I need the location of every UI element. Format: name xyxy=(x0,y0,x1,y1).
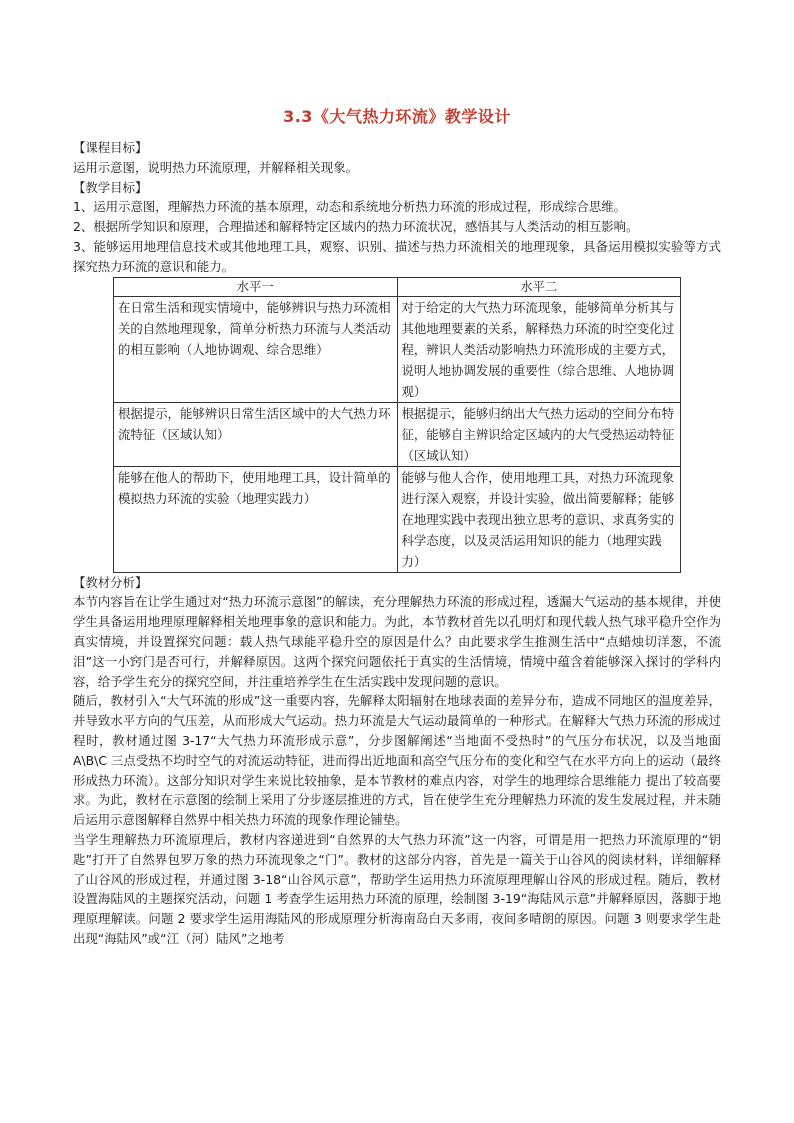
course-goal-heading: 【课程目标】 xyxy=(73,140,148,155)
table-cell-level2: 对于给定的大气热力环流现象，能够简单分析其与其他地理要素的关系，解释热力环流的时空变化过程，辨识人类活动影响热力环流形成的主要方式，说明人地协调发展的重要性（综合思维、人地协调观） xyxy=(397,296,681,402)
levels-table xyxy=(113,277,681,573)
teaching-goal-item: 1、运用示意图，理解热力环流的基本原理，动态和系统地分析热力环流的形成过程，形成综合思维。 xyxy=(73,199,627,215)
table-row xyxy=(114,466,681,572)
table-header-row xyxy=(114,277,681,296)
teaching-goal-item: 3、能够运用地理信息技术或其他地理工具，观察、识别、描述与热力环流相关的地理现象，具备运用模拟实验等方式探究热力环流的意识和能力。 xyxy=(73,238,721,274)
document-title: 3.3《大气热力环流》教学设计 xyxy=(283,107,511,126)
course-goal-text: 运用示意图，说明热力环流原理，并解释相关现象。 xyxy=(73,159,358,175)
table-header-level1: 水平一 xyxy=(114,277,398,296)
material-paragraph: 当学生理解热力环流原理后，教材内容递进到“自然界的大气热力环流”这一内容，可谓是用一把热力环流原理的“钥匙”打开了自然界包罗万象的热力环流现象之“门”。教材的这部分内容，首先是一篇关于山谷风的阅读材料，详细解释了山谷风的形成过程，并通过图 3-18“山谷风示意”，帮助学生运用热力环流原理理解山谷风的形成过程。随后，教材设置海陆风的主题探究活动，问题 1 考查学生运用热力环流的原理，绘制图 3-19“海陆风示意”并解释原因，落脚于地理原理解读。问题 2 要求学生运用海陆风的形成原理分析海南岛白天多雨，夜间多晴朗的原因。问题 3 则要求学生赴出现“海陆风”或“江（河）陆风”之地考 xyxy=(73,831,721,946)
table-header-level2: 水平二 xyxy=(397,277,681,296)
table-cell-level2: 根据提示，能够归纳出大气热力运动的空间分布特征，能够自主辨识给定区域内的大气受热运动特征（区域认知） xyxy=(397,402,681,466)
table-cell-level2: 能够与他人合作，使用地理工具，对热力环流现象进行深入观察，并设计实验，做出简要解释；能够在地理实践中表现出独立思考的意识、求真务实的科学态度，以及灵活运用知识的能力（地理实践力） xyxy=(397,466,681,572)
material-heading: 【教材分析】 xyxy=(73,574,148,590)
teaching-goal-heading: 【教学目标】 xyxy=(73,179,148,195)
material-paragraph: 随后，教材引入“大气环流的形成”这一重要内容，先解释太阳辐射在地球表面的差异分布，造成不同地区的温度差异，并导致水平方向的气压差，从而形成大气运动。热力环流是大气运动最简单的一种形式。在解释大气热力环流的形成过程时，教材通过图 3-17“大气热力环流形成示意”，分步图解阐述“当地面不受热时”的气压分布状况，以及当地面 A\B\C 三点受热不均时空气的对流运动特征，进而得出近地面和高空气压分布的变化和空气在水平方向上的运动（最终形成热力环流）。这部分知识对学生来说比较抽象，是本节教材的难点内容，对学生的地理综合思维能力 提出了较高要求。为此，教材在示意图的绘制上采用了分步逐层推进的方式，旨在使学生充分理解热力环流的发生发展过程，并未随后运用示意图解释自然界中相关热力环流的现象作理论铺垫。 xyxy=(73,693,721,828)
table-cell-level1: 根据提示，能够辨识日常生活区域中的大气热力环流特征（区域认知） xyxy=(114,402,398,466)
table-row xyxy=(114,402,681,466)
table-cell-level1: 能够在他人的帮助下，使用地理工具，设计简单的模拟热力环流的实验（地理实践力） xyxy=(114,466,398,572)
table-cell-level1: 在日常生活和现实情境中，能够辨识与热力环流相关的自然地理现象，简单分析热力环流与人类活动的相互影响（人地协调观、综合思维） xyxy=(114,296,398,402)
table-row xyxy=(114,296,681,402)
material-paragraph: 本节内容旨在让学生通过对“热力环流示意图”的解读，充分理解热力环流的形成过程，透漏大气运动的基本规律，并使学生具备运用地理原理解释相关地理事象的意识和能力。为此，本节教材首先以孔明灯和现代载人热气球平稳升空作为真实情境，并设置探究问题：载人热气球能平稳升空的原因是什么？由此要求学生推测生活中“点蜡烛切洋葱，不流泪”这一小窍门是否可行，并解释原因。这两个探究问题依托于真实的生活情境，情境中蕴含着能够深入探讨的学科内容，给予学生充分的探究空间，并注重培养学生在生活实践中发现问题的意识。 xyxy=(73,594,721,689)
teaching-goal-item: 2、根据所学知识和原理，合理描述和解释特定区域内的热力环流状况，感悟其与人类活动的相互影响。 xyxy=(73,219,639,235)
document-body xyxy=(73,138,721,949)
